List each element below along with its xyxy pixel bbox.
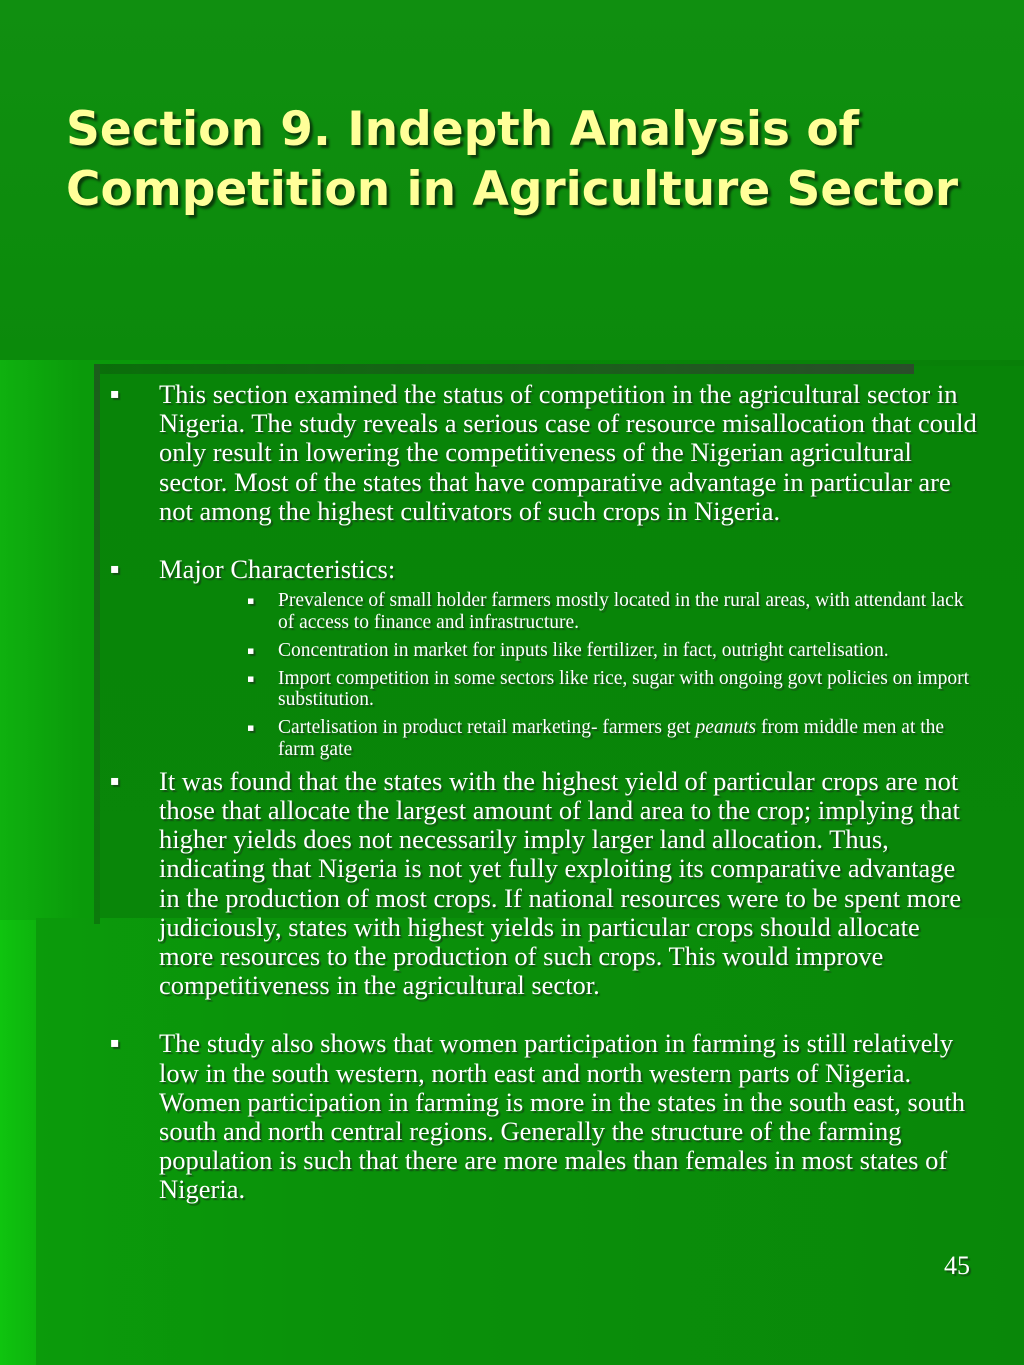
- bullet-text: It was found that the states with the highest yield of particular crops are not those that allocate the largest amount of land area to the crop; implying that higher yields does not necessarily imply larger land allocation. Thus, indicating that Nigeria is not yet fully exploiting its comparative advantage in the production of most crops. If national resources were to be spent more judiciously, states with highest yields in particular crops should allocate more resources to the production of such crops. This would improve competitiveness in the agricultural sector.: [159, 765, 962, 1001]
- bullet-text: This section examined the status of competition in the agricultural sector in Nigeria. The study reveals a serious case of resource misallocation that could only result in lowering the competitiveness of the Nigerian agricultural sector. Most of the states that have comparative advantage in particular are not among the highest cultivators of such crops in Nigeria.: [159, 379, 977, 526]
- title-divider: [94, 364, 914, 374]
- square-bullet-icon: ▪: [247, 721, 255, 735]
- sub-bullet-item: [247, 639, 980, 662]
- sub-bullet-item: [247, 667, 980, 712]
- square-bullet-icon: ▪: [247, 643, 255, 657]
- bullet-text: Major Characteristics:: [159, 554, 396, 585]
- emphasis-text: peanuts: [695, 717, 757, 739]
- sub-bullet-text: Cartelisation in product retail marketing- farmers get peanuts from middle men at the farm gate: [278, 717, 945, 760]
- square-bullet-icon: ▪: [110, 386, 120, 402]
- background-left-strip: [0, 920, 36, 1365]
- square-bullet-icon: ▪: [110, 1035, 120, 1052]
- bullet-text: The study also shows that women participation in farming is still relatively low in the south western, north east and north western parts of Nigeria. Women participation in farming is more in the states in the south east, south south and north central regions. Generally the structure of the farming population is such that there are more males than females in most states of Nigeria.: [159, 1028, 965, 1205]
- square-bullet-icon: ▪: [110, 772, 120, 789]
- bullet-item: [100, 1029, 980, 1204]
- square-bullet-icon: ▪: [247, 594, 255, 608]
- sub-bullet-item: [247, 590, 980, 634]
- sub-bullet-text: Import competition in some sectors like rice, sugar with ongoing govt policies on import substitution.: [278, 667, 970, 711]
- sub-bullet-text: Concentration in market for inputs like fertilizer, in fact, outright cartelisation.: [278, 639, 889, 661]
- slide-number: 45: [944, 1251, 970, 1280]
- square-bullet-icon: ▪: [247, 671, 255, 685]
- sub-bullet-item: [247, 717, 980, 761]
- slide-title: Section 9. Indepth Analysis of Competition in Agriculture Sector: [66, 102, 959, 217]
- square-bullet-icon: ▪: [110, 561, 120, 578]
- slide-body: [100, 380, 980, 1205]
- sub-bullet-text: Prevalence of small holder farmers mostly located in the rural areas, with attendant lack of access to finance and infrastructure.: [278, 590, 964, 634]
- bullet-item: [100, 767, 980, 1001]
- bullet-item: [100, 555, 980, 584]
- bullet-item: [100, 380, 980, 526]
